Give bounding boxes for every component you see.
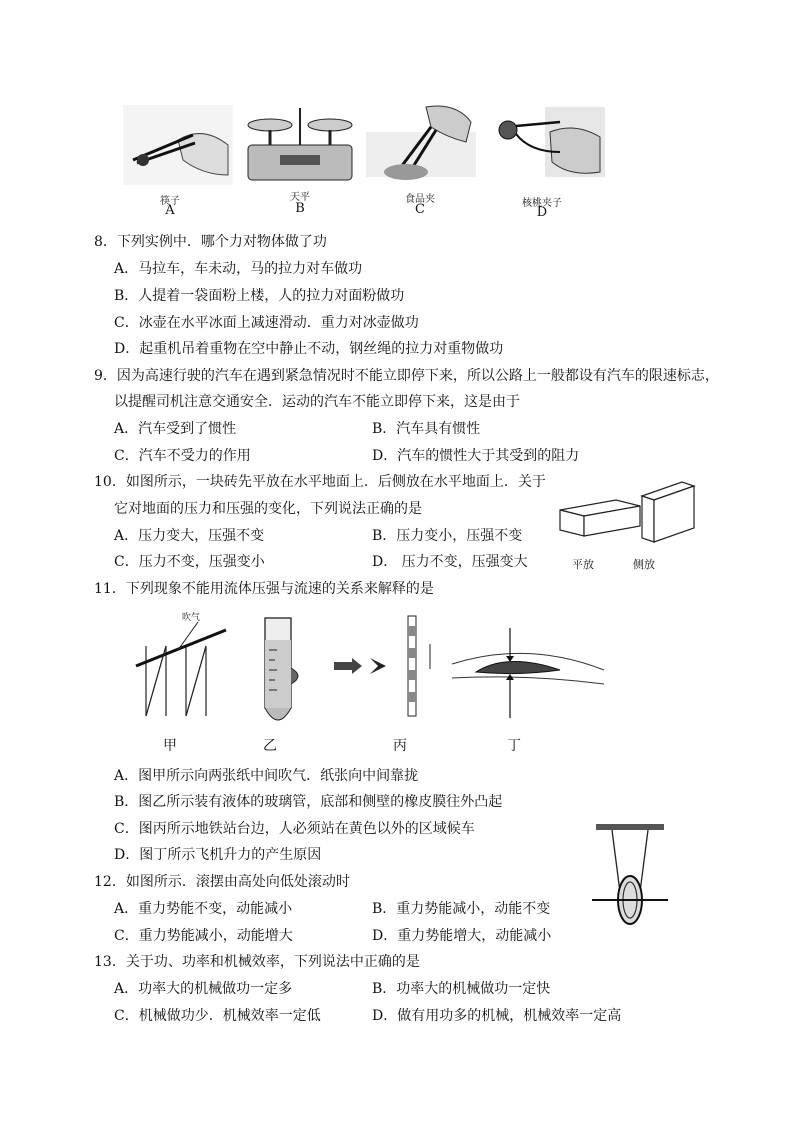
q10-stem: 10．如图所示，一块砖先平放在水平地面上．后侧放在水平地面上．关于 xyxy=(94,474,546,490)
q10-option-a: A．压力变大，压强不变 xyxy=(114,528,265,544)
fluid-label-bing: 丙 xyxy=(393,738,407,754)
caption-nutcracker: 核桃夹子 xyxy=(522,198,562,209)
brick-figure xyxy=(556,480,706,555)
q11-option-b: B．图乙所示装有液体的玻璃管，底部和侧壁的橡皮膜往外凸起 xyxy=(114,794,503,810)
q9-option-d: D．汽车的惯性大于其受到的阻力 xyxy=(372,448,580,464)
q11-option-a: A．图甲所示向两张纸中间吹气．纸张向中间靠拢 xyxy=(114,768,419,784)
caption-chopsticks: 筷子 xyxy=(160,196,180,207)
nutcracker-image xyxy=(490,102,605,187)
chopsticks-image xyxy=(123,105,233,185)
q9-option-c: C．汽车不受力的作用 xyxy=(114,448,251,464)
fluid-label-ding: 丁 xyxy=(507,738,521,754)
q13-option-b: B．功率大的机械做功一定快 xyxy=(372,981,551,997)
q13-stem: 13．关于功、功率和机械效率，下列说法中正确的是 xyxy=(94,954,420,970)
q11-option-d: D．图丁所示飞机升力的产生原因 xyxy=(114,847,322,863)
brick-label-side: 侧放 xyxy=(633,558,655,571)
food-tongs-image xyxy=(366,102,476,187)
q8-option-a: A．马拉车，车未动，马的拉力对车做功 xyxy=(114,261,363,277)
maxwell-pendulum-image xyxy=(590,820,670,930)
q13-option-a: A．功率大的机械做功一定多 xyxy=(114,981,293,997)
letter-b: B xyxy=(295,201,305,216)
q9-stem-cont: 以提醒司机注意交通安全．运动的汽车不能立即停下来，这是由于 xyxy=(114,394,520,410)
caption-balance: 天平 xyxy=(290,192,310,203)
blow-label: 吹气 xyxy=(182,613,201,623)
q8-stem: 8．下列实例中．哪个力对物体做了功 xyxy=(94,234,327,250)
letter-d: D xyxy=(536,205,548,220)
q12-option-d: D．重力势能增大，动能减小 xyxy=(372,928,552,944)
balance-scale-image xyxy=(240,100,360,185)
q8-option-b: B．人提着一袋面粉上楼，人的拉力对面粉做功 xyxy=(114,288,405,304)
q13-option-d: D．做有用功多的机械，机械效率一定高 xyxy=(372,1008,622,1024)
q12-option-b: B．重力势能减小，动能不变 xyxy=(372,901,551,917)
q10-option-c: C．压力不变，压强变小 xyxy=(114,554,265,570)
paper-sheets-image xyxy=(126,616,236,721)
subway-platform-image xyxy=(330,614,450,724)
q9-stem: 9．因为高速行驶的汽车在遇到紧急情况时不能立即停下来，所以公路上一般都设有汽车的限速标志， xyxy=(94,368,719,384)
q10-stem-cont: 它对地面的压力和压强的变化，下列说法正确的是 xyxy=(114,501,422,517)
letter-c: C xyxy=(415,202,425,217)
glass-tube-image xyxy=(253,610,313,740)
q12-option-a: A．重力势能不变，动能减小 xyxy=(114,901,293,917)
q10-option-d: D． 压力不变，压强变大 xyxy=(372,554,528,570)
brick-label-flat: 平放 xyxy=(572,558,594,571)
q11-option-c: C．图丙所示地铁站台边，人必须站在黄色以外的区域候车 xyxy=(114,821,475,837)
q9-option-b: B．汽车具有惯性 xyxy=(372,421,481,437)
q8-option-d: D．起重机吊着重物在空中静止不动，钢丝绳的拉力对重物做功 xyxy=(114,341,504,357)
q8-option-c: C．冰壶在水平冰面上减速滑动．重力对冰壶做功 xyxy=(114,315,419,331)
q11-stem: 11．下列现象不能用流体压强与流速的关系来解释的是 xyxy=(94,581,434,597)
caption-tongs: 食品夹 xyxy=(405,194,435,205)
airfoil-image xyxy=(448,618,608,733)
q9-option-a: A．汽车受到了惯性 xyxy=(114,421,237,437)
fluid-figure xyxy=(118,606,608,756)
letter-a: A xyxy=(165,203,175,218)
q13-option-c: C．机械做功少．机械效率一定低 xyxy=(114,1008,321,1024)
fluid-label-yi: 乙 xyxy=(263,738,277,754)
q12-option-c: C．重力势能减小，动能增大 xyxy=(114,928,293,944)
q10-option-b: B．压力变小，压强不变 xyxy=(372,528,523,544)
q12-stem: 12．如图所示．滚摆由高处向低处滚动时 xyxy=(94,874,350,890)
fluid-label-jia: 甲 xyxy=(163,738,177,754)
